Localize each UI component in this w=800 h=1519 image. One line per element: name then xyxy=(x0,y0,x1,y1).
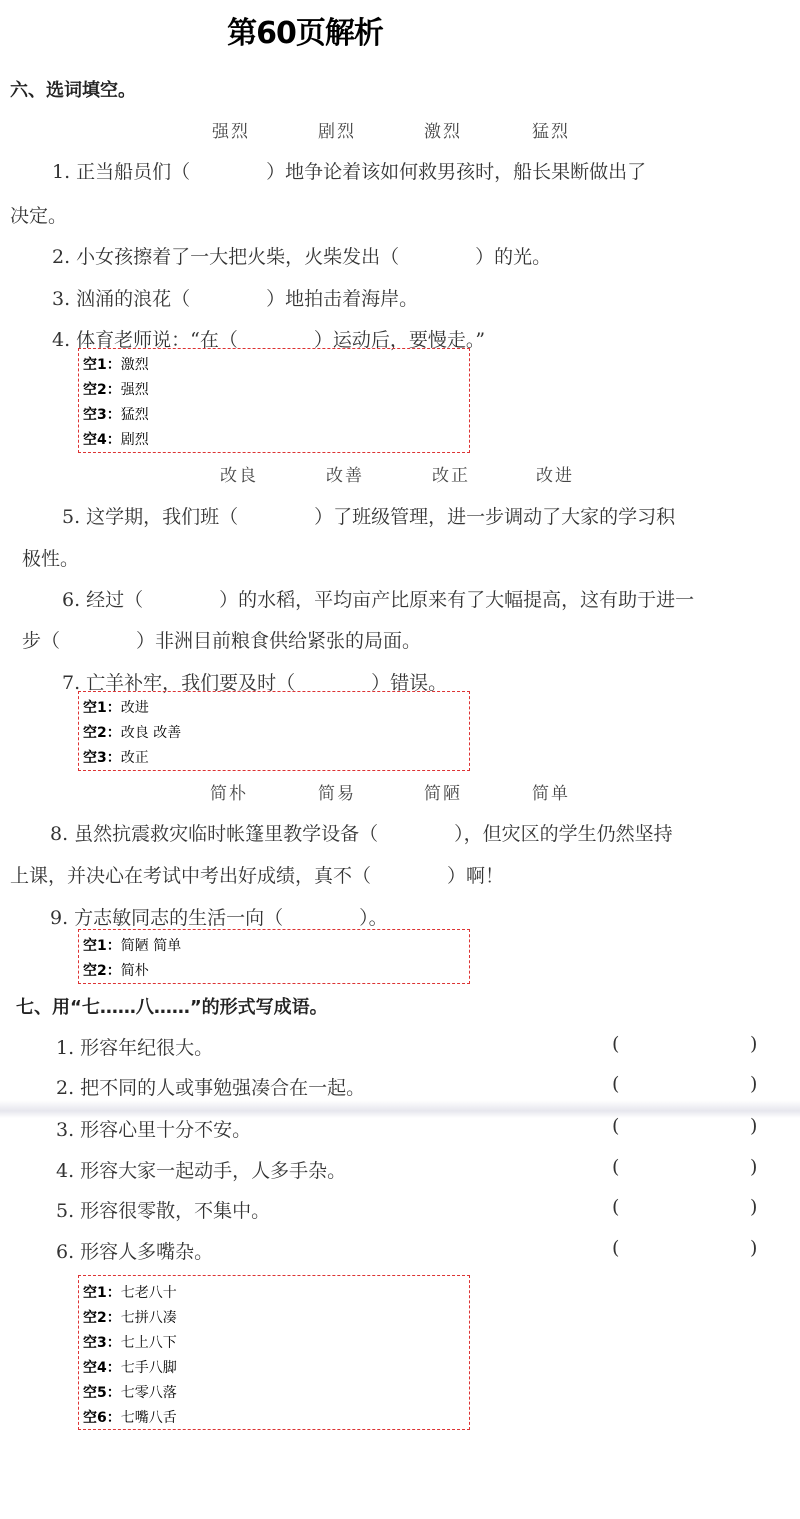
answer-row: 空3：猛烈 xyxy=(83,407,149,423)
idiom-item: 5. 形容很零散，不集中。 xyxy=(56,1200,271,1222)
answer-row: 空1：改进 xyxy=(83,700,149,716)
question-text: 1. 正当船员们（ ）地争论着该如何救男孩时，船长果断做出了 xyxy=(52,161,647,183)
paren-close: ) xyxy=(750,1156,758,1178)
question-text: 上课，并决心在考试中考出好成绩，真不（ ）啊！ xyxy=(10,865,505,887)
idiom-item: 2. 把不同的人或事勉强凑合在一起。 xyxy=(56,1077,366,1099)
answer-row: 空4：剧烈 xyxy=(83,432,149,448)
answer-box xyxy=(78,691,470,771)
paren-open: ( xyxy=(612,1156,620,1178)
word-option: 猛烈 xyxy=(532,122,570,142)
word-option: 简单 xyxy=(532,784,570,804)
idiom-item: 3. 形容心里十分不安。 xyxy=(56,1119,252,1141)
paren-open: ( xyxy=(612,1237,620,1259)
paren-close: ) xyxy=(750,1115,758,1137)
answer-row: 空2：简朴 xyxy=(83,963,149,979)
question-text: 3. 汹涌的浪花（ ）地拍击着海岸。 xyxy=(52,288,419,310)
answer-box xyxy=(78,929,470,984)
paren-close: ) xyxy=(750,1073,758,1095)
word-option: 强烈 xyxy=(212,122,250,142)
paren-open: ( xyxy=(612,1033,620,1055)
question-text: 9. 方志敏同志的生活一向（ ）。 xyxy=(50,907,388,929)
question-text: 6. 经过（ ）的水稻，平均亩产比原来有了大幅提高，这有助于进一 xyxy=(62,589,695,611)
word-option: 剧烈 xyxy=(318,122,356,142)
answer-box xyxy=(78,348,470,453)
question-text: 决定。 xyxy=(10,205,68,227)
answer-row: 空3：七上八下 xyxy=(83,1335,177,1351)
word-option: 简朴 xyxy=(210,784,248,804)
word-option: 激烈 xyxy=(424,122,462,142)
idiom-item: 6. 形容人多嘴杂。 xyxy=(56,1241,214,1263)
idiom-item: 1. 形容年纪很大。 xyxy=(56,1037,214,1059)
paren-open: ( xyxy=(612,1073,620,1095)
paren-close: ) xyxy=(750,1033,758,1055)
paren-open: ( xyxy=(612,1115,620,1137)
section-6-heading: 六、选词填空。 xyxy=(10,80,136,101)
idiom-item: 4. 形容大家一起动手，人多手杂。 xyxy=(56,1160,347,1182)
question-text: 7. 亡羊补牢，我们要及时（ ）错误。 xyxy=(62,672,448,694)
answer-row: 空3：改正 xyxy=(83,750,149,766)
word-option: 改善 xyxy=(326,466,364,486)
word-option: 简陋 xyxy=(424,784,462,804)
paren-open: ( xyxy=(612,1196,620,1218)
question-text: 极性。 xyxy=(22,548,80,570)
word-option: 改良 xyxy=(220,466,258,486)
answer-row: 空1：激烈 xyxy=(83,357,149,373)
answer-row: 空4：七手八脚 xyxy=(83,1360,177,1376)
answer-row: 空2：七拼八凑 xyxy=(83,1310,177,1326)
answer-row: 空2：强烈 xyxy=(83,382,149,398)
word-option: 改进 xyxy=(536,466,574,486)
word-option: 简易 xyxy=(318,784,356,804)
question-text: 2. 小女孩擦着了一大把火柴，火柴发出（ ）的光。 xyxy=(52,246,552,268)
word-option: 改正 xyxy=(432,466,470,486)
answer-row: 空6：七嘴八舌 xyxy=(83,1410,177,1426)
question-text: 8. 虽然抗震救灾临时帐篷里教学设备（ ），但灾区的学生仍然坚持 xyxy=(50,823,673,845)
question-text: 步（ ）非洲目前粮食供给紧张的局面。 xyxy=(22,630,422,652)
answer-box xyxy=(78,1275,470,1430)
question-text: 4. 体育老师说：“在（ ）运动后，要慢走。” xyxy=(52,329,486,351)
answer-row: 空1：简陋 简单 xyxy=(83,938,182,954)
section-7-heading: 七、用“七……八……”的形式写成语。 xyxy=(16,997,328,1018)
question-text: 5. 这学期，我们班（ ）了班级管理，进一步调动了大家的学习积 xyxy=(62,506,676,528)
paren-close: ) xyxy=(750,1237,758,1259)
answer-row: 空5：七零八落 xyxy=(83,1385,177,1401)
page-title: 第60页解析 xyxy=(227,16,383,51)
answer-row: 空2：改良 改善 xyxy=(83,725,182,741)
answer-row: 空1：七老八十 xyxy=(83,1285,177,1301)
paren-close: ) xyxy=(750,1196,758,1218)
